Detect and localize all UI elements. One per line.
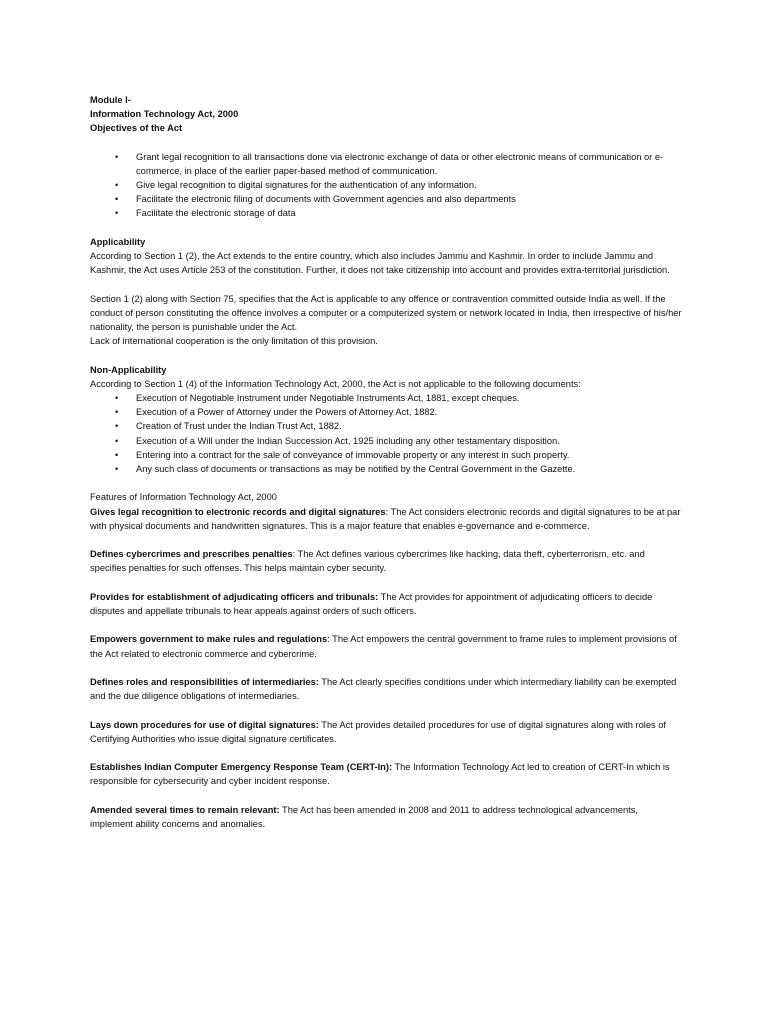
module-title: Module I- xyxy=(90,95,131,105)
list-item: • Execution of a Power of Attorney under the Powers of Attorney Act, 1882. xyxy=(90,405,682,419)
feature-paragraph xyxy=(90,632,682,660)
feature-title: Empowers government to make rules and regulations xyxy=(90,634,328,645)
list-item: • Execution of a Will under the Indian Succession Act, 1925 including any other testamentary disposition. xyxy=(90,434,682,448)
objectives-list xyxy=(90,150,682,221)
non-applicability-heading: Non-Applicability xyxy=(90,364,167,375)
feature-text: The Act has been amended in 2008 and 2011 to address technological advancements, implement ability concerns and anomalies. xyxy=(90,804,638,829)
feature-title: Gives legal recognition to electronic records and digital signatures xyxy=(90,506,386,517)
feature-text: : The Act empowers the central government to frame rules to implement provisions of the Act related to electronic commerce and cybercrime. xyxy=(90,634,677,659)
list-item: • Grant legal recognition to all transactions done via electronic exchange of data or other electronic means of communication or e-commerce, in place of the earlier paper-based method of communication. xyxy=(90,150,682,178)
feature-title: Defines roles and responsibilities of intermediaries: xyxy=(90,677,319,687)
feature-paragraph xyxy=(90,590,682,618)
list-item: • Facilitate the electronic storage of data xyxy=(90,206,682,220)
feature-title: Establishes Indian Computer Emergency Response Team (CERT-In): xyxy=(90,762,393,773)
list-item: • Any such class of documents or transactions as may be notified by the Central Government in the Gazette. xyxy=(90,462,682,476)
feature-text: : The Act considers electronic records and digital signatures to be at par with physical documents and handwritten signatures. This is a major feature that enables e-governance and e-commerce. xyxy=(90,506,681,531)
feature-text: : The Act defines various cybercrimes like hacking, data theft, cyberterrorism, etc. and specifies penalties for such offenses. This helps maintain cyber security. xyxy=(90,549,645,574)
applicability-paragraph: According to Section 1 (2), the Act extends to the entire country, which also includes Jammu and Kashmir. In order to include Jammu and Kashmir, the Act uses Article 253 of the constitution. Further, it does not take citizenship into account and provides extra-territorial jurisdiction. xyxy=(90,251,670,276)
feature-paragraph xyxy=(90,505,682,533)
feature-paragraph xyxy=(90,803,682,831)
list-item: • Execution of Negotiable Instrument under Negotiable Instruments Act, 1881, except cheques. xyxy=(90,391,682,405)
feature-title: Defines cybercrimes and prescribes penalties xyxy=(90,549,293,560)
feature-text: The Act provides for appointment of adjudicating officers to decide disputes and appellate tribunals to hear appeals against orders of such officers. xyxy=(90,591,653,617)
non-applicability-list xyxy=(90,391,682,476)
list-item: • Facilitate the electronic filing of documents with Government agencies and also departments xyxy=(90,192,682,206)
list-item: • Entering into a contract for the sale of conveyance of immovable property or any interest in such property. xyxy=(90,448,682,462)
feature-paragraph xyxy=(90,547,682,575)
feature-text: The Act clearly specifies conditions under which intermediary liability can be exempted and the due diligence obligations of intermediaries. xyxy=(90,677,677,702)
list-item: • Creation of Trust under the Indian Trust Act, 1882. xyxy=(90,419,682,433)
feature-title: Amended several times to remain relevant: xyxy=(90,804,280,815)
feature-title: Lays down procedures for use of digital signatures: xyxy=(90,719,319,730)
objectives-heading: Objectives of the Act xyxy=(90,123,183,134)
feature-text: The Act provides detailed procedures for use of digital signatures along with roles of Certifying Authorities who issue digital signature certificates. xyxy=(90,719,666,744)
feature-title: Provides for establishment of adjudicating officers and tribunals: xyxy=(90,591,379,602)
feature-paragraph xyxy=(90,718,682,746)
act-title: Information Technology Act, 2000 xyxy=(90,109,239,120)
feature-text: The Information Technology Act led to creation of CERT-In which is responsible for cybersecurity and cyber incident response. xyxy=(90,762,670,787)
non-applicability-intro: According to Section 1 (4) of the Information Technology Act, 2000, the Act is not applicable to the following documents: xyxy=(90,378,581,389)
list-item: • Give legal recognition to digital signatures for the authentication of any information. xyxy=(90,178,682,192)
feature-paragraph xyxy=(90,675,682,703)
document-content xyxy=(90,93,682,831)
applicability-paragraph: Lack of international cooperation is the only limitation of this provision. xyxy=(90,336,378,347)
feature-paragraph xyxy=(90,760,682,788)
applicability-heading: Applicability xyxy=(90,236,146,247)
features-heading: Features of Information Technology Act, 2000 xyxy=(90,492,277,503)
applicability-paragraph: Section 1 (2) along with Section 75, specifies that the Act is applicable to any offence or contravention committed outside India as well. If the conduct of person constituting the offence involves a computer or a computerized system or network located in India, then irrespective of his/her nationality, the person is punishable under the Act. xyxy=(90,293,682,333)
